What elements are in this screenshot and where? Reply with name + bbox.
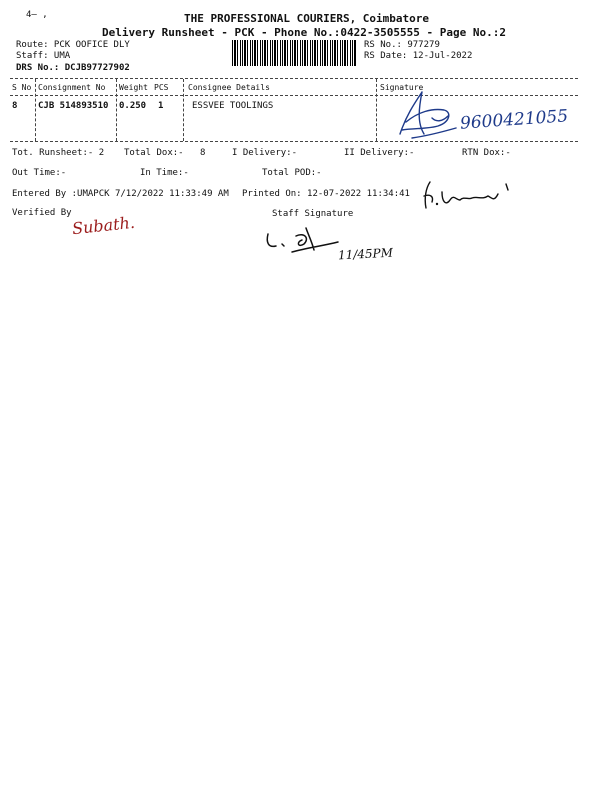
in-time: In Time:- <box>140 168 189 178</box>
total-dox-value: 8 <box>200 148 206 158</box>
total-pod: Total POD:- <box>262 168 322 178</box>
row-consignment-no: CJB 514893510 <box>38 101 109 111</box>
col-divider <box>35 79 36 141</box>
staff-signature <box>262 224 342 260</box>
runsheet-title: Delivery Runsheet - PCK - Phone No.:0422-3505555 - Page No.:2 <box>102 26 506 39</box>
col-divider <box>183 79 184 141</box>
col-header-consignment: Consignment No <box>38 83 106 92</box>
rs-date: RS Date: 12-Jul-2022 <box>364 51 473 61</box>
staff-sign-time: 11/45PM <box>337 245 394 263</box>
rtn-dox: RTN Dox:- <box>462 148 511 158</box>
ii-delivery: II Delivery:- <box>344 148 415 158</box>
col-divider <box>376 79 377 141</box>
entry-signature <box>420 178 520 214</box>
col-header-signature: Signature <box>380 83 424 92</box>
table-header-rule <box>10 95 578 96</box>
row-consignee: ESSVEE TOOLINGS <box>192 101 274 111</box>
out-time: Out Time:- <box>12 168 67 178</box>
verified-by-label: Verified By <box>12 208 72 218</box>
col-divider <box>116 79 117 141</box>
i-delivery: I Delivery:- <box>232 148 298 158</box>
table-top-rule <box>10 78 578 79</box>
staff-signature-label: Staff Signature <box>272 209 354 219</box>
receiver-phone: 9600421055 <box>459 106 569 134</box>
total-dox-label: Total Dox:- <box>124 148 184 158</box>
row-weight: 0.250 <box>119 101 147 111</box>
receiver-signature <box>392 86 462 144</box>
company-title: THE PROFESSIONAL COURIERS, Coimbatore <box>184 12 430 25</box>
corner-mark: 4— , <box>26 10 48 20</box>
col-header-sno: S No <box>12 83 32 92</box>
verifier-signature: Subath. <box>71 212 136 239</box>
rs-number: RS No.: 977279 <box>364 40 440 50</box>
col-header-consignee: Consignee Details <box>188 83 270 92</box>
staff-label: Staff: UMA <box>16 51 71 61</box>
col-header-weight: Weight <box>119 83 148 92</box>
barcode <box>232 40 356 66</box>
row-pcs: 1 <box>158 101 164 111</box>
entered-by: Entered By :UMAPCK 7/12/2022 11:33:49 AM <box>12 189 229 199</box>
printed-on: Printed On: 12-07-2022 11:34:41 <box>242 189 410 199</box>
table-bottom-rule <box>10 141 578 142</box>
route-label: Route: PCK OOFICE DLY <box>16 40 130 50</box>
drs-number: DRS No.: DCJB97727902 <box>16 63 130 73</box>
row-sno: 8 <box>12 101 18 111</box>
tot-runsheet: Tot. Runsheet:- 2 <box>12 148 105 158</box>
col-header-pcs: PCS <box>154 83 169 92</box>
